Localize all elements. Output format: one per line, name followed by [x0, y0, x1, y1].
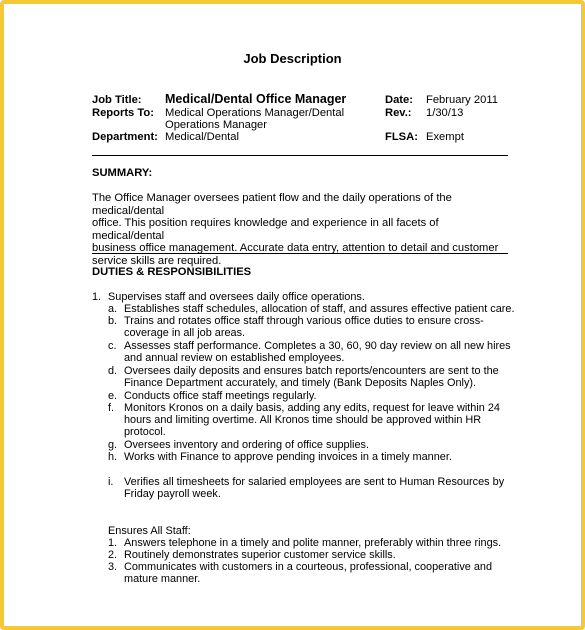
- department-label: Department:: [92, 131, 158, 143]
- divider-bottom: [92, 253, 508, 254]
- sub-item-text: hours and limiting overtime. All Kronos time should be approved within HR: [124, 414, 482, 426]
- sub-item-text: and annual review on established employees.: [124, 352, 345, 364]
- date-value: February 2011: [426, 94, 498, 106]
- ensures-item-number: 1.: [108, 537, 118, 549]
- ensures-item-text: mature manner.: [124, 573, 201, 585]
- duty-text: Supervises staff and oversees daily office operations.: [108, 291, 365, 303]
- duties-heading: DUTIES & RESPONSIBILITIES: [92, 266, 252, 278]
- ensures-item-number: 3.: [108, 561, 118, 573]
- summary-line: office. This position requires knowledge and experience in all facets of medical/dental: [92, 217, 439, 242]
- sub-item-marker: c.: [108, 340, 117, 352]
- summary-heading: SUMMARY:: [92, 167, 153, 179]
- sub-item-text: coverage in all job areas.: [124, 327, 246, 339]
- department-value: Medical/Dental: [165, 131, 239, 143]
- summary-line: business office management. Accurate data entry, attention to detail and customer: [92, 242, 499, 254]
- duty-number: 1.: [92, 291, 102, 303]
- sub-item-text: Verifies all timesheets for salaried employees are sent to Human Resources by: [124, 476, 505, 488]
- sub-item-marker: h.: [108, 451, 118, 463]
- ensures-item-text: Communicates with customers in a courteous, professional, cooperative and: [124, 561, 493, 573]
- sub-item-text: Monitors Kronos on a daily basis, adding any edits, request for leave within 24: [124, 402, 500, 414]
- ensures-item-text: Answers telephone in a timely and polite manner, preferably within three rings.: [124, 537, 502, 549]
- sub-item-text: protocol.: [124, 426, 166, 438]
- reports-to-value-line1: Medical Operations Manager/Dental: [165, 107, 345, 119]
- sub-item-text: Oversees inventory and ordering of office supplies.: [124, 439, 369, 451]
- summary-paragraph: [92, 192, 512, 267]
- summary-line: service skills are required.: [92, 254, 222, 267]
- ensures-item-text: Routinely demonstrates superior customer service skills.: [124, 549, 396, 561]
- sub-item-text: Trains and rotates office staff through various office duties to ensure cross-: [124, 315, 484, 327]
- sub-item-marker: a.: [108, 303, 118, 315]
- flsa-label: FLSA:: [385, 131, 418, 143]
- sub-item-text: Establishes staff schedules, allocation of staff, and assures effective patient care.: [124, 303, 515, 315]
- sub-item-marker: g.: [108, 439, 118, 451]
- summary-line: The Office Manager oversees patient flow and the daily operations of the medical/dental: [92, 192, 452, 217]
- sub-item-marker: e.: [108, 390, 118, 402]
- sub-item-marker: d.: [108, 365, 118, 377]
- reports-to-label: Reports To:: [92, 107, 154, 119]
- sub-item-text: Finance Department accurately, and timely (Bank Deposits Naples Only).: [124, 377, 477, 389]
- sub-item-marker: f.: [108, 402, 115, 414]
- reports-to-value-line2: Operations Manager: [165, 119, 267, 131]
- sub-item-text: Assesses staff performance. Completes a 30, 60, 90 day review on all new hires: [124, 340, 511, 352]
- sub-item-marker: b.: [108, 315, 118, 327]
- sub-item-text: Conducts office staff meetings regularly.: [124, 390, 317, 402]
- ensures-heading: Ensures All Staff:: [108, 525, 191, 537]
- sub-item-text: Friday payroll week.: [124, 488, 221, 500]
- rev-value: 1/30/13: [426, 107, 464, 119]
- flsa-value: Exempt: [426, 131, 464, 143]
- sub-item-text: Oversees daily deposits and ensures batch reports/encounters are sent to the: [124, 365, 499, 377]
- rev-label: Rev.:: [385, 107, 412, 119]
- date-label: Date:: [385, 94, 413, 106]
- divider-top: [92, 155, 508, 156]
- ensures-item-number: 2.: [108, 549, 118, 561]
- job-title-value: Medical/Dental Office Manager: [165, 92, 347, 106]
- document-title: Job Description: [243, 51, 342, 66]
- job-title-label: Job Title:: [92, 94, 142, 106]
- sub-item-marker: i.: [108, 476, 114, 488]
- sub-item-text: Works with Finance to approve pending invoices in a timely manner.: [124, 451, 452, 463]
